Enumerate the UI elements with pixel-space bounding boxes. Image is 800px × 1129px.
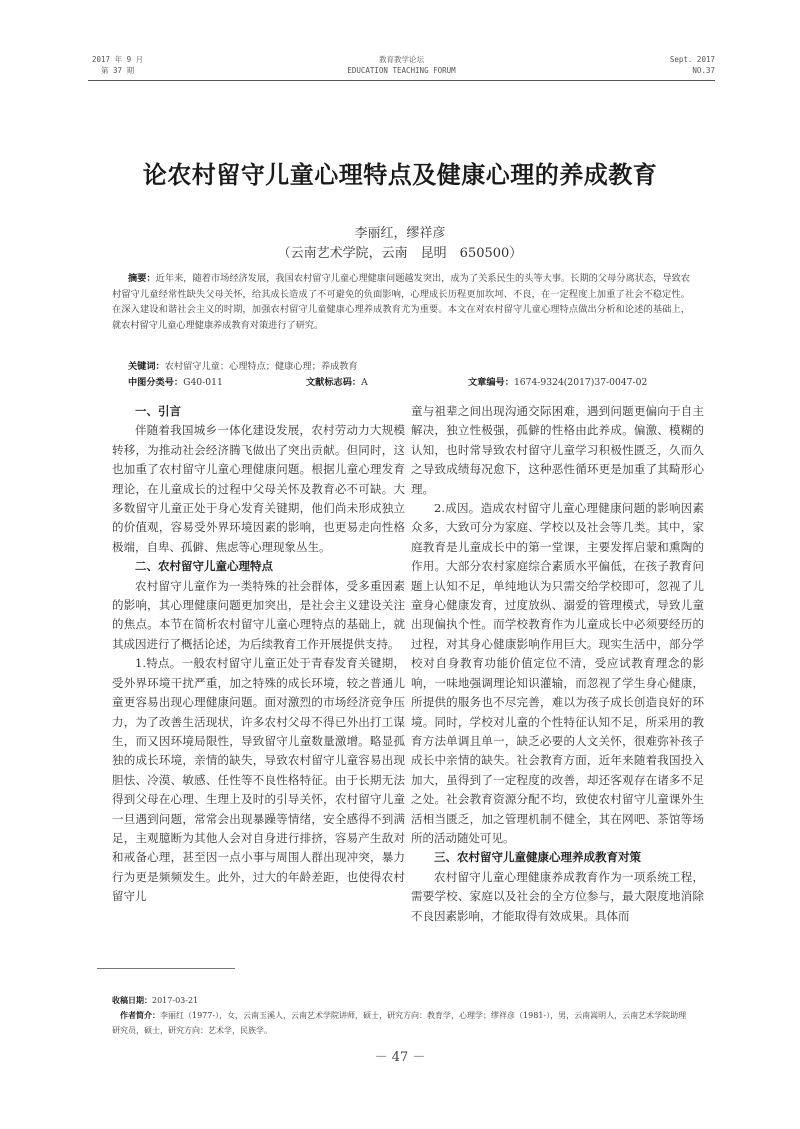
received-label: 收稿日期： (112, 996, 152, 1005)
abstract (112, 271, 690, 333)
paragraph-continued: 童与祖辈之间出现沟通交际困难，遇到问题更偏向于自主解决，独立性极强，孤僻的性格由此养成。偏激、模糊的认知，也时常导致农村留守儿童学习积极性匮乏，久而久之导致成绩每况愈下，这种恶性循环更是加重了其畸形心理。 (411, 404, 704, 496)
page-number: － 47 － (374, 1050, 426, 1065)
header-date-en: Sept. 2017 (669, 55, 715, 64)
section-heading: 三、农村留守儿童健康心理养成教育对策 (434, 850, 641, 865)
clc-label: 中图分类号： (128, 377, 184, 388)
section-heading: 一、引言 (135, 404, 181, 418)
author-bio (112, 1008, 692, 1038)
received-date (112, 993, 692, 1008)
keywords-text: 农村留守儿童；心理特点；健康心理；养成教育 (164, 361, 358, 372)
bio-label: 作者简介： (120, 1011, 160, 1020)
article-affiliation: （云南艺术学院，云南 昆明 650500） (277, 246, 523, 261)
header-issue-en: NO.37 (692, 66, 715, 75)
header-issue-cn: 第 37 期 (101, 66, 135, 75)
header-journal-cn: 教育教学论坛 (379, 55, 424, 64)
paragraph: 2.成因。造成农村留守儿童心理健康问题的影响因素众多，大致可分为家庭、学校以及社会等几类。其中，家庭教育是儿童成长中的第一堂课，主要发挥启蒙和熏陶的作用。大部分农村家庭综合素质水平偏低，在孩子教育问题上认知不足，单纯地认为只需交给学校即可，忽视了儿童身心健康发育，过度放纵、溺爱的管理模式，导致儿童出现偏执个性。而学校教育作为儿童成长中必须要经历的过程，对其身心健康影响作用巨大。现实生活中，部分学校对自身教育功能价值定位不清，受应试教育理念的影响，一味地强调理论知识灌输，而忽视了学生身心健康，所提供的服务也不尽完善，难以为孩子成长创造良好的环境。同时，学校对儿童的个性特征认知不足，所采用的教育方法单调且单一，缺乏必要的人文关怀，很难弥补孩子成长中亲情的缺失。社会教育方面，近年来随着我国投入加大，虽得到了一定程度的改善，却还客观存在诸多不足之处。社会教育资源分配不均，致使农村留守儿童课外生活相当匮乏，加之管理机制不健全，其在网吧、茶馆等场所的活动随处可见。 (411, 501, 704, 845)
clc-value: G40-011 (183, 377, 223, 388)
article-no-value: 1674-9324(2017)37-0047-02 (513, 377, 648, 388)
document-code (306, 374, 368, 388)
keywords-label: 关键词： (128, 361, 165, 372)
bio-text: 李丽红（1977-），女，云南玉溪人，云南艺术学院讲师，硕士，研究方向：教育学，心理学；缪祥彦（1981-），男，云南嵩明人，云南艺术学院助理研究员，硕士，研究方向：艺术学，民族学。 (112, 1011, 687, 1035)
footnote-divider (97, 968, 235, 969)
abstract-label: 摘要： (128, 273, 156, 284)
paragraph: 1.特点。一般农村留守儿童正处于青春发育关键期，受外界环境干扰严重，加之特殊的成长环境，较之普通儿童更容易出现心理健康问题。面对激烈的市场经济竞争压力，为了改善生活现状，许多农村父母不得已外出打工谋生，而又因环境局限性，导致留守儿童数量激增。略显孤独的成长环境，亲情的缺失，导致农村留守儿童容易出现胆怯、冷漠、敏感、任性等不良性格特征。由于长期无法得到父母在心理、生理上及时的引导关怀，农村留守儿童一旦遇到问题，常常会出现暴躁等情绪，安全感得不到满足，主观臆断为其他人会对自身进行排挤，容易产生敌对和戒备心理，甚至因一点小事与周围人群出现冲突，暴力行为更是频频发生。此外，过大的年龄差距，也使得农村留守儿 (112, 656, 405, 904)
header-center (88, 54, 715, 76)
doc-code-value: A (361, 377, 368, 388)
header-date-cn: 2017 年 9 月 (92, 55, 144, 64)
footnotes (112, 993, 692, 1038)
body-column-left (112, 402, 405, 907)
keywords (128, 358, 358, 372)
header-right (670, 54, 715, 76)
article-no-label: 文章编号： (468, 377, 514, 388)
doc-code-label: 文献标志码： (306, 377, 362, 388)
article-title: 论农村留守儿童心理特点及健康心理的养成教育 (142, 160, 658, 189)
paragraph: 农村留守儿童心理健康养成教育作为一项系统工程，需要学校、家庭以及社会的全方位参与，最大限度地消除不良因素影响，才能取得有效成果。具体而 (411, 869, 704, 923)
abstract-text: 近年来，随着市场经济发展，我国农村留守儿童心理健康问题越发突出，成为了关系民生的头等大事。长期的父母分离状态，导致农村留守儿童经常性缺失父母关怀，给其成长造成了不可避免的负面影响，心理成长历程更加坎坷、不良，在一定程度上加重了社会不稳定性。在深入建设和谐社会主义的时期，加强农村留守儿童健康心理养成教育尤为重要。本文在对农村留守儿童心理特点做出分析和论述的基础上，就农村留守儿童心理健康养成教育对策进行了研究。 (112, 273, 690, 331)
article-authors: 李丽红，缪祥彦 (354, 226, 446, 241)
running-header (88, 52, 715, 81)
clc-number (128, 374, 223, 388)
paragraph: 农村留守儿童作为一类特殊的社会群体，受多重因素的影响，其心理健康问题更加突出，是社会主义建设关注的焦点。本节在简析农村留守儿童心理特点的基础上，就其成因进行了概括论述，为后续教育工作开展提供支持。 (112, 578, 405, 651)
header-journal-en: EDUCATION TEACHING FORUM (347, 66, 456, 75)
section-heading: 二、农村留守儿童心理特点 (135, 559, 273, 574)
received-value: 2017-03-21 (152, 996, 199, 1005)
body-column-right (411, 402, 704, 926)
paragraph: 伴随着我国城乡一体化建设发展，农村劳动力大规模转移，为推动社会经济腾飞做出了突出贡献。但同时，这也加重了农村留守儿童心理健康问题。根据儿童心理发育理论，在儿童成长的过程中父母关怀及教育必不可缺。大多数留守儿童正处于身心发育关键期，他们尚未形成独立的价值观，容易受外界环境因素的影响，也更易走向性格极端，自卑、孤僻、焦虑等心理现象丛生。 (112, 423, 405, 554)
article-number (468, 374, 647, 388)
